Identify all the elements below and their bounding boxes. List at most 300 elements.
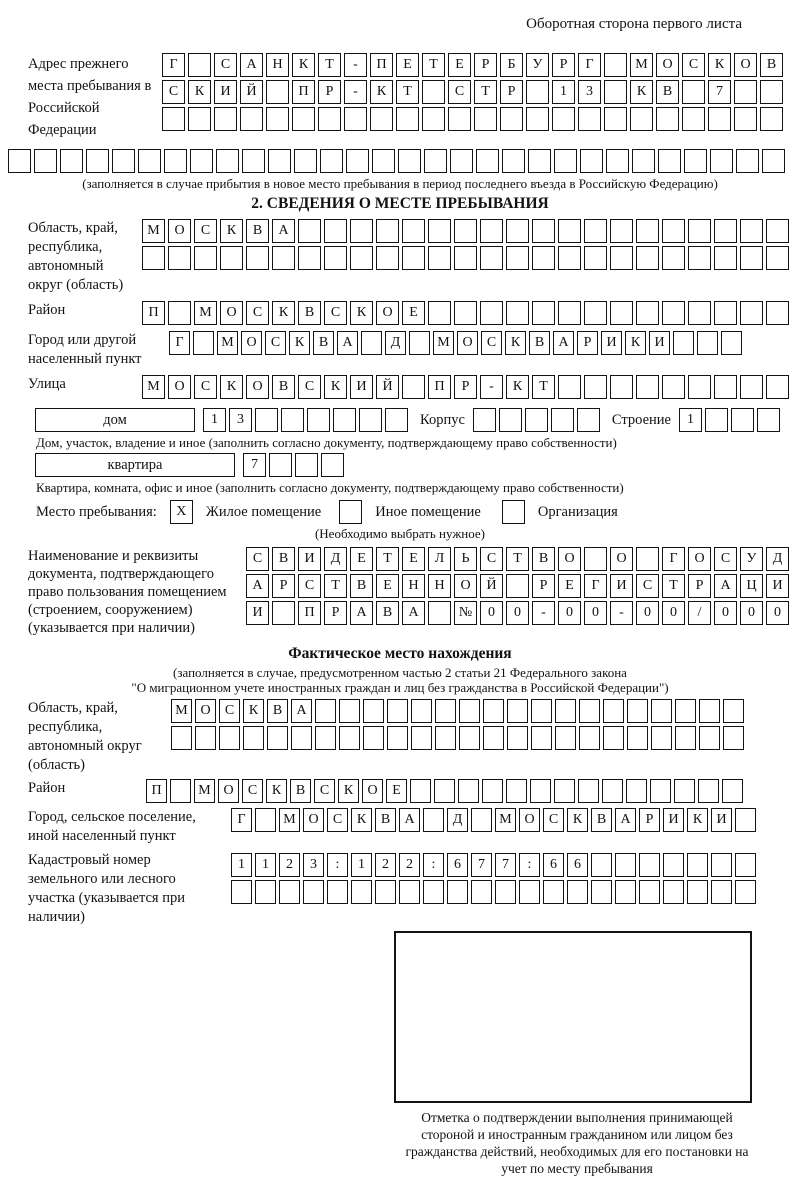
char-cell[interactable] [603,726,624,750]
char-cell[interactable] [402,219,425,243]
char-cell[interactable] [471,880,492,904]
char-cell[interactable] [473,408,496,432]
char-cell[interactable]: В [290,779,311,803]
char-cell[interactable] [428,601,451,625]
char-cell[interactable] [454,219,477,243]
checkbox-inoe[interactable] [339,500,362,524]
char-cell[interactable]: И [663,808,684,832]
char-cell[interactable] [447,880,468,904]
char-cell[interactable] [603,699,624,723]
char-cell[interactable]: М [433,331,454,355]
char-cell[interactable]: С [636,574,659,598]
char-cell[interactable] [722,779,743,803]
char-cell[interactable] [762,149,785,173]
char-cell[interactable]: К [220,219,243,243]
char-cell[interactable] [584,301,607,325]
char-cell[interactable]: 7 [471,853,492,877]
char-cell[interactable]: 1 [203,408,226,432]
char-cell[interactable] [398,149,421,173]
char-cell[interactable]: Е [558,574,581,598]
char-cell[interactable]: Т [376,547,399,571]
char-cell[interactable]: О [246,375,269,399]
char-cell[interactable] [558,301,581,325]
char-cell[interactable] [423,880,444,904]
char-cell[interactable]: О [362,779,383,803]
char-cell[interactable] [361,331,382,355]
char-cell[interactable] [723,726,744,750]
char-cell[interactable] [734,107,757,131]
char-cell[interactable] [757,408,780,432]
char-cell[interactable] [246,246,269,270]
char-cell[interactable] [448,107,471,131]
char-cell[interactable]: С [298,375,321,399]
char-cell[interactable]: О [303,808,324,832]
char-cell[interactable]: 1 [679,408,702,432]
char-cell[interactable] [766,301,789,325]
char-cell[interactable] [255,880,276,904]
char-cell[interactable]: О [220,301,243,325]
char-cell[interactable]: Р [324,601,347,625]
char-cell[interactable]: С [162,80,185,104]
char-cell[interactable] [528,149,551,173]
char-cell[interactable] [298,246,321,270]
char-cell[interactable]: Г [578,53,601,77]
char-cell[interactable] [240,107,263,131]
char-cell[interactable] [242,149,265,173]
char-cell[interactable]: : [519,853,540,877]
char-cell[interactable]: Т [318,53,341,77]
char-cell[interactable] [675,699,696,723]
char-cell[interactable] [584,547,607,571]
char-cell[interactable] [532,246,555,270]
char-cell[interactable] [266,80,289,104]
char-cell[interactable]: Т [506,547,529,571]
char-cell[interactable] [402,375,425,399]
char-cell[interactable] [219,726,240,750]
char-cell[interactable]: С [242,779,263,803]
char-cell[interactable]: А [240,53,263,77]
char-cell[interactable] [532,219,555,243]
char-cell[interactable]: В [350,574,373,598]
char-cell[interactable]: В [532,547,555,571]
char-cell[interactable]: П [292,80,315,104]
char-cell[interactable]: - [344,53,367,77]
char-cell[interactable] [604,107,627,131]
char-cell[interactable] [735,853,756,877]
char-cell[interactable]: Н [266,53,289,77]
char-cell[interactable] [714,246,737,270]
char-cell[interactable] [268,149,291,173]
char-cell[interactable] [760,80,783,104]
char-cell[interactable] [193,331,214,355]
char-cell[interactable] [662,375,685,399]
char-cell[interactable]: 6 [447,853,468,877]
char-cell[interactable]: И [601,331,622,355]
char-cell[interactable] [705,408,728,432]
char-cell[interactable]: Е [350,547,373,571]
char-cell[interactable] [579,699,600,723]
char-cell[interactable] [112,149,135,173]
char-cell[interactable] [396,107,419,131]
char-cell[interactable] [760,107,783,131]
char-cell[interactable] [766,219,789,243]
char-cell[interactable] [142,246,165,270]
char-cell[interactable] [363,699,384,723]
char-cell[interactable] [422,80,445,104]
char-cell[interactable] [604,80,627,104]
char-cell[interactable] [554,149,577,173]
char-cell[interactable]: О [168,219,191,243]
char-cell[interactable] [602,779,623,803]
char-cell[interactable]: М [630,53,653,77]
char-cell[interactable] [506,301,529,325]
checkbox-org[interactable] [502,500,525,524]
char-cell[interactable]: К [338,779,359,803]
char-cell[interactable] [188,53,211,77]
char-cell[interactable] [687,853,708,877]
char-cell[interactable]: Р [474,53,497,77]
char-cell[interactable] [168,246,191,270]
char-cell[interactable] [359,408,382,432]
char-cell[interactable]: К [351,808,372,832]
char-cell[interactable]: И [246,601,269,625]
char-cell[interactable]: 3 [229,408,252,432]
char-cell[interactable] [766,375,789,399]
char-cell[interactable]: № [454,601,477,625]
char-cell[interactable] [402,246,425,270]
char-cell[interactable] [740,375,763,399]
char-cell[interactable]: С [714,547,737,571]
char-cell[interactable] [675,726,696,750]
char-cell[interactable]: Р [318,80,341,104]
char-cell[interactable]: П [142,301,165,325]
char-cell[interactable] [682,107,705,131]
char-cell[interactable] [714,301,737,325]
char-cell[interactable]: С [194,375,217,399]
char-cell[interactable] [495,880,516,904]
char-cell[interactable]: А [399,808,420,832]
char-cell[interactable] [532,301,555,325]
char-cell[interactable]: Л [428,547,451,571]
char-cell[interactable] [324,246,347,270]
char-cell[interactable]: О [610,547,633,571]
char-cell[interactable] [658,149,681,173]
char-cell[interactable] [34,149,57,173]
char-cell[interactable] [662,219,685,243]
char-cell[interactable]: К [289,331,310,355]
char-cell[interactable] [375,880,396,904]
char-cell[interactable]: Е [376,574,399,598]
char-cell[interactable] [662,246,685,270]
char-cell[interactable] [531,726,552,750]
char-cell[interactable]: П [146,779,167,803]
char-cell[interactable]: Й [240,80,263,104]
char-cell[interactable]: 0 [766,601,789,625]
char-cell[interactable] [688,301,711,325]
char-cell[interactable] [530,779,551,803]
char-cell[interactable] [673,331,694,355]
char-cell[interactable]: Р [500,80,523,104]
char-cell[interactable]: С [682,53,705,77]
char-cell[interactable] [214,107,237,131]
char-cell[interactable] [555,699,576,723]
char-cell[interactable] [584,375,607,399]
char-cell[interactable]: 0 [740,601,763,625]
char-cell[interactable] [410,779,431,803]
char-cell[interactable] [480,246,503,270]
char-cell[interactable]: А [291,699,312,723]
char-cell[interactable]: Т [422,53,445,77]
char-cell[interactable] [387,699,408,723]
char-cell[interactable] [435,726,456,750]
char-cell[interactable] [506,246,529,270]
char-cell[interactable] [656,107,679,131]
char-cell[interactable] [320,149,343,173]
char-cell[interactable] [333,408,356,432]
char-cell[interactable]: Г [169,331,190,355]
char-cell[interactable]: 2 [375,853,396,877]
char-cell[interactable] [555,726,576,750]
char-cell[interactable] [399,880,420,904]
char-cell[interactable]: Д [324,547,347,571]
char-cell[interactable] [281,408,304,432]
char-cell[interactable]: С [543,808,564,832]
char-cell[interactable]: С [194,219,217,243]
char-cell[interactable]: В [760,53,783,77]
char-cell[interactable] [171,726,192,750]
char-cell[interactable]: 6 [567,853,588,877]
char-cell[interactable] [711,880,732,904]
char-cell[interactable] [428,246,451,270]
char-cell[interactable] [294,149,317,173]
char-cell[interactable] [168,301,191,325]
char-cell[interactable] [500,107,523,131]
char-cell[interactable] [688,375,711,399]
char-cell[interactable] [315,699,336,723]
char-cell[interactable]: О [519,808,540,832]
char-cell[interactable] [476,149,499,173]
char-cell[interactable] [411,699,432,723]
char-cell[interactable]: А [615,808,636,832]
char-cell[interactable]: Г [231,808,252,832]
char-cell[interactable] [170,779,191,803]
char-cell[interactable] [699,699,720,723]
char-cell[interactable]: Р [552,53,575,77]
char-cell[interactable] [459,726,480,750]
char-cell[interactable] [577,408,600,432]
char-cell[interactable]: Р [532,574,555,598]
char-cell[interactable] [610,375,633,399]
char-cell[interactable] [734,80,757,104]
char-cell[interactable] [714,375,737,399]
char-cell[interactable] [450,149,473,173]
char-cell[interactable] [86,149,109,173]
char-cell[interactable]: - [480,375,503,399]
char-cell[interactable] [610,219,633,243]
char-cell[interactable]: Е [396,53,419,77]
char-cell[interactable]: Г [584,574,607,598]
char-cell[interactable] [507,726,528,750]
char-cell[interactable] [435,699,456,723]
char-cell[interactable]: С [448,80,471,104]
char-cell[interactable]: Н [402,574,425,598]
char-cell[interactable]: К [324,375,347,399]
char-cell[interactable] [584,246,607,270]
char-cell[interactable]: К [266,779,287,803]
char-cell[interactable] [710,149,733,173]
char-cell[interactable] [385,408,408,432]
char-cell[interactable]: К [708,53,731,77]
char-cell[interactable]: М [142,375,165,399]
char-cell[interactable]: М [495,808,516,832]
char-cell[interactable]: - [532,601,555,625]
char-cell[interactable]: : [423,853,444,877]
checkbox-zhiloe[interactable]: X [170,500,193,524]
char-cell[interactable]: М [142,219,165,243]
char-cell[interactable] [711,853,732,877]
char-cell[interactable] [506,219,529,243]
char-cell[interactable] [714,219,737,243]
char-cell[interactable]: С [314,779,335,803]
char-cell[interactable] [632,149,655,173]
char-cell[interactable] [526,80,549,104]
char-cell[interactable]: А [272,219,295,243]
char-cell[interactable] [291,726,312,750]
char-cell[interactable] [578,779,599,803]
char-cell[interactable]: 0 [714,601,737,625]
char-cell[interactable] [138,149,161,173]
char-cell[interactable] [411,726,432,750]
char-cell[interactable] [699,726,720,750]
char-cell[interactable]: 1 [552,80,575,104]
char-cell[interactable] [558,219,581,243]
char-cell[interactable] [220,246,243,270]
char-cell[interactable]: К [243,699,264,723]
char-cell[interactable] [376,246,399,270]
char-cell[interactable]: С [246,301,269,325]
char-cell[interactable] [372,149,395,173]
char-cell[interactable] [688,219,711,243]
char-cell[interactable]: Е [402,301,425,325]
char-cell[interactable]: М [194,779,215,803]
char-cell[interactable] [344,107,367,131]
char-cell[interactable]: 1 [351,853,372,877]
char-cell[interactable]: Т [474,80,497,104]
char-cell[interactable]: К [506,375,529,399]
char-cell[interactable]: С [219,699,240,723]
char-cell[interactable] [318,107,341,131]
char-cell[interactable]: О [457,331,478,355]
char-cell[interactable]: О [454,574,477,598]
char-cell[interactable] [567,880,588,904]
char-cell[interactable] [723,699,744,723]
char-cell[interactable]: Е [386,779,407,803]
char-cell[interactable] [591,853,612,877]
char-cell[interactable] [303,880,324,904]
char-cell[interactable] [684,149,707,173]
char-cell[interactable]: Р [688,574,711,598]
char-cell[interactable] [606,149,629,173]
char-cell[interactable]: О [656,53,679,77]
char-cell[interactable]: 3 [303,853,324,877]
char-cell[interactable]: М [194,301,217,325]
char-cell[interactable] [708,107,731,131]
char-cell[interactable] [164,149,187,173]
char-cell[interactable] [459,699,480,723]
char-cell[interactable] [663,880,684,904]
char-cell[interactable] [279,880,300,904]
char-cell[interactable] [339,699,360,723]
char-cell[interactable]: У [526,53,549,77]
char-cell[interactable]: К [687,808,708,832]
char-cell[interactable]: В [272,547,295,571]
char-cell[interactable] [471,808,492,832]
char-cell[interactable]: С [324,301,347,325]
char-cell[interactable] [740,219,763,243]
char-cell[interactable]: И [649,331,670,355]
char-cell[interactable] [315,726,336,750]
char-cell[interactable] [267,726,288,750]
char-cell[interactable] [409,331,430,355]
char-cell[interactable]: А [337,331,358,355]
char-cell[interactable]: О [376,301,399,325]
char-cell[interactable] [422,107,445,131]
char-cell[interactable] [682,80,705,104]
char-cell[interactable]: М [171,699,192,723]
char-cell[interactable] [579,726,600,750]
char-cell[interactable]: Г [162,53,185,77]
char-cell[interactable] [636,301,659,325]
char-cell[interactable] [615,853,636,877]
char-cell[interactable]: 7 [495,853,516,877]
char-cell[interactable] [604,53,627,77]
char-cell[interactable]: С [298,574,321,598]
char-cell[interactable]: Ц [740,574,763,598]
char-cell[interactable] [610,246,633,270]
char-cell[interactable] [526,107,549,131]
char-cell[interactable] [255,808,276,832]
char-cell[interactable] [674,779,695,803]
char-cell[interactable] [499,408,522,432]
char-cell[interactable]: С [246,547,269,571]
char-cell[interactable]: Р [272,574,295,598]
char-cell[interactable]: С [481,331,502,355]
char-cell[interactable] [506,779,527,803]
char-cell[interactable] [423,808,444,832]
char-cell[interactable] [736,149,759,173]
char-cell[interactable] [697,331,718,355]
char-cell[interactable]: Н [428,574,451,598]
char-cell[interactable]: Р [454,375,477,399]
char-cell[interactable] [662,301,685,325]
char-cell[interactable] [735,880,756,904]
char-cell[interactable] [339,726,360,750]
char-cell[interactable]: 0 [662,601,685,625]
char-cell[interactable] [376,219,399,243]
char-cell[interactable] [387,726,408,750]
char-cell[interactable]: Г [662,547,685,571]
char-cell[interactable]: В [298,301,321,325]
char-cell[interactable]: О [195,699,216,723]
char-cell[interactable]: 2 [399,853,420,877]
char-cell[interactable] [321,453,344,477]
char-cell[interactable] [188,107,211,131]
char-cell[interactable] [428,301,451,325]
char-cell[interactable] [639,880,660,904]
char-cell[interactable]: У [740,547,763,571]
char-cell[interactable]: : [327,853,348,877]
char-cell[interactable]: О [558,547,581,571]
